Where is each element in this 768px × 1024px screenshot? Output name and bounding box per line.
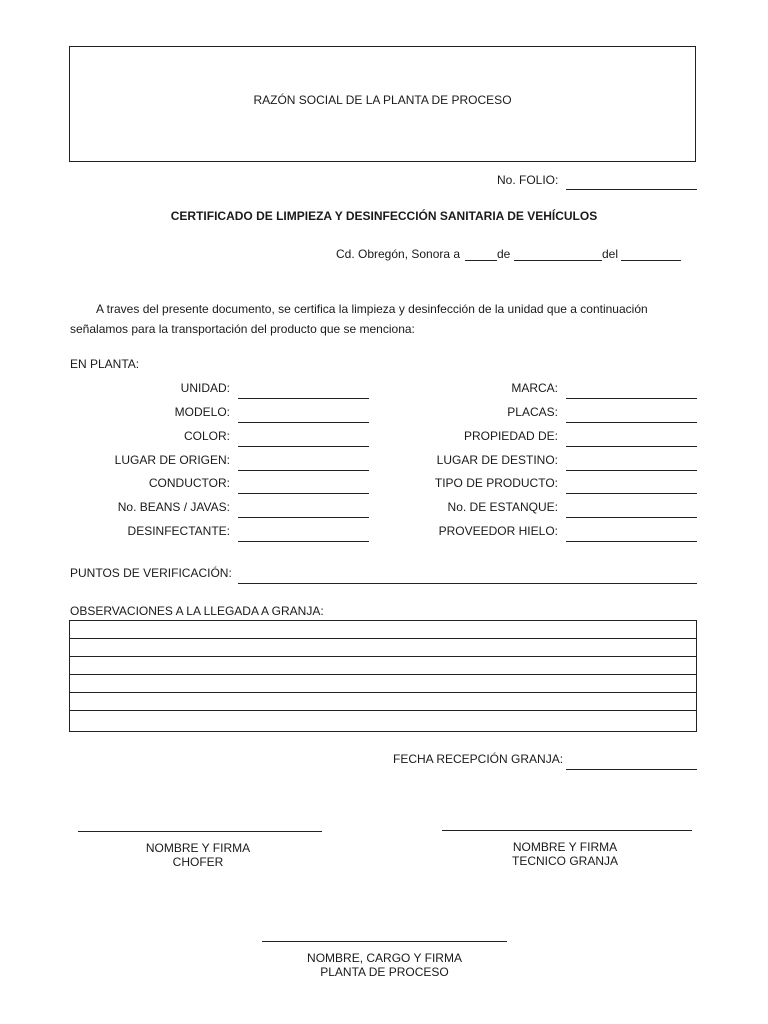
field-input-propiedad[interactable] (566, 446, 697, 447)
driver-signature-line2: CHOFER (172, 855, 224, 869)
intro-paragraph (70, 299, 700, 339)
reception-date-field[interactable] (566, 769, 697, 770)
intro-line-1: A traves del presente documento, se certifica la limpieza y desinfección de la unidad que a continuación (96, 302, 648, 316)
field-label-color: COLOR: (183, 429, 230, 443)
observation-row[interactable] (70, 675, 696, 693)
field-input-conductor[interactable] (238, 493, 369, 494)
technician-signature-line[interactable] (442, 830, 692, 831)
location-prefix: Cd. Obregón, Sonora a (336, 247, 461, 261)
del-label: del (602, 247, 619, 261)
field-label-lugar-origen: LUGAR DE ORIGEN: (114, 453, 230, 467)
field-label-proveedor-hielo: PROVEEDOR HIELO: (438, 524, 558, 538)
field-label-modelo: MODELO: (174, 405, 230, 419)
observation-row[interactable] (70, 639, 696, 657)
field-label-lugar-destino: LUGAR DE DESTINO: (436, 453, 558, 467)
field-input-marca[interactable] (566, 398, 697, 399)
field-input-color[interactable] (238, 446, 369, 447)
folio-field[interactable] (566, 189, 697, 190)
observations-label: OBSERVACIONES A LA LLEGADA A GRANJA: (70, 604, 324, 618)
observation-row[interactable] (70, 657, 696, 675)
verification-field[interactable] (238, 583, 697, 584)
field-input-unidad[interactable] (238, 398, 369, 399)
plant-signature-caption (262, 951, 507, 979)
day-field[interactable] (465, 260, 497, 261)
field-label-tipo-producto: TIPO DE PRODUCTO: (434, 476, 558, 490)
field-label-placas: PLACAS: (507, 405, 558, 419)
field-label-conductor: CONDUCTOR: (148, 476, 230, 490)
technician-signature-line2: TECNICO GRANJA (511, 854, 618, 868)
company-header-box (69, 46, 696, 162)
en-planta-label: EN PLANTA: (70, 357, 140, 371)
field-input-estanque[interactable] (566, 517, 697, 518)
observation-row[interactable] (70, 711, 696, 729)
technician-signature-line1: NOMBRE Y FIRMA (512, 840, 618, 854)
driver-signature-caption (78, 841, 318, 869)
company-name: RAZÓN SOCIAL DE LA PLANTA DE PROCESO (253, 93, 512, 107)
field-input-modelo[interactable] (238, 422, 369, 423)
observation-row[interactable] (70, 621, 696, 639)
folio-label: No. FOLIO: (497, 173, 559, 187)
field-input-proveedor-hielo[interactable] (566, 541, 697, 542)
plant-signature-line[interactable] (262, 941, 507, 942)
field-label-marca: MARCA: (511, 381, 558, 395)
observation-row[interactable] (70, 693, 696, 711)
de-label: de (497, 247, 511, 261)
plant-signature-line2: PLANTA DE PROCESO (320, 965, 449, 979)
plant-signature-line1: NOMBRE, CARGO Y FIRMA (307, 951, 462, 965)
field-input-desinfectante[interactable] (238, 541, 369, 542)
field-label-beans-javas: No. BEANS / JAVAS: (117, 500, 230, 514)
field-input-tipo-producto[interactable] (566, 493, 697, 494)
year-field[interactable] (621, 260, 681, 261)
driver-signature-line1: NOMBRE Y FIRMA (145, 841, 251, 855)
field-input-lugar-destino[interactable] (566, 470, 697, 471)
document-title: CERTIFICADO DE LIMPIEZA Y DESINFECCIÓN SANITARIA DE VEHÍCULOS (170, 209, 598, 223)
field-input-placas[interactable] (566, 422, 697, 423)
field-input-lugar-origen[interactable] (238, 470, 369, 471)
reception-date-label: FECHA RECEPCIÓN GRANJA: (393, 752, 564, 766)
month-field[interactable] (514, 260, 602, 261)
field-label-desinfectante: DESINFECTANTE: (127, 524, 230, 538)
field-label-propiedad: PROPIEDAD DE: (463, 429, 558, 443)
observations-table[interactable] (69, 620, 697, 732)
verification-label: PUNTOS DE VERIFICACIÓN: (70, 566, 232, 580)
field-label-estanque: No. DE ESTANQUE: (447, 500, 558, 514)
technician-signature-caption (442, 840, 688, 868)
intro-line-2: señalamos para la transportación del producto que se menciona: (70, 322, 415, 336)
driver-signature-line[interactable] (78, 831, 322, 832)
field-input-beans-javas[interactable] (238, 517, 369, 518)
field-label-unidad: UNIDAD: (180, 381, 230, 395)
